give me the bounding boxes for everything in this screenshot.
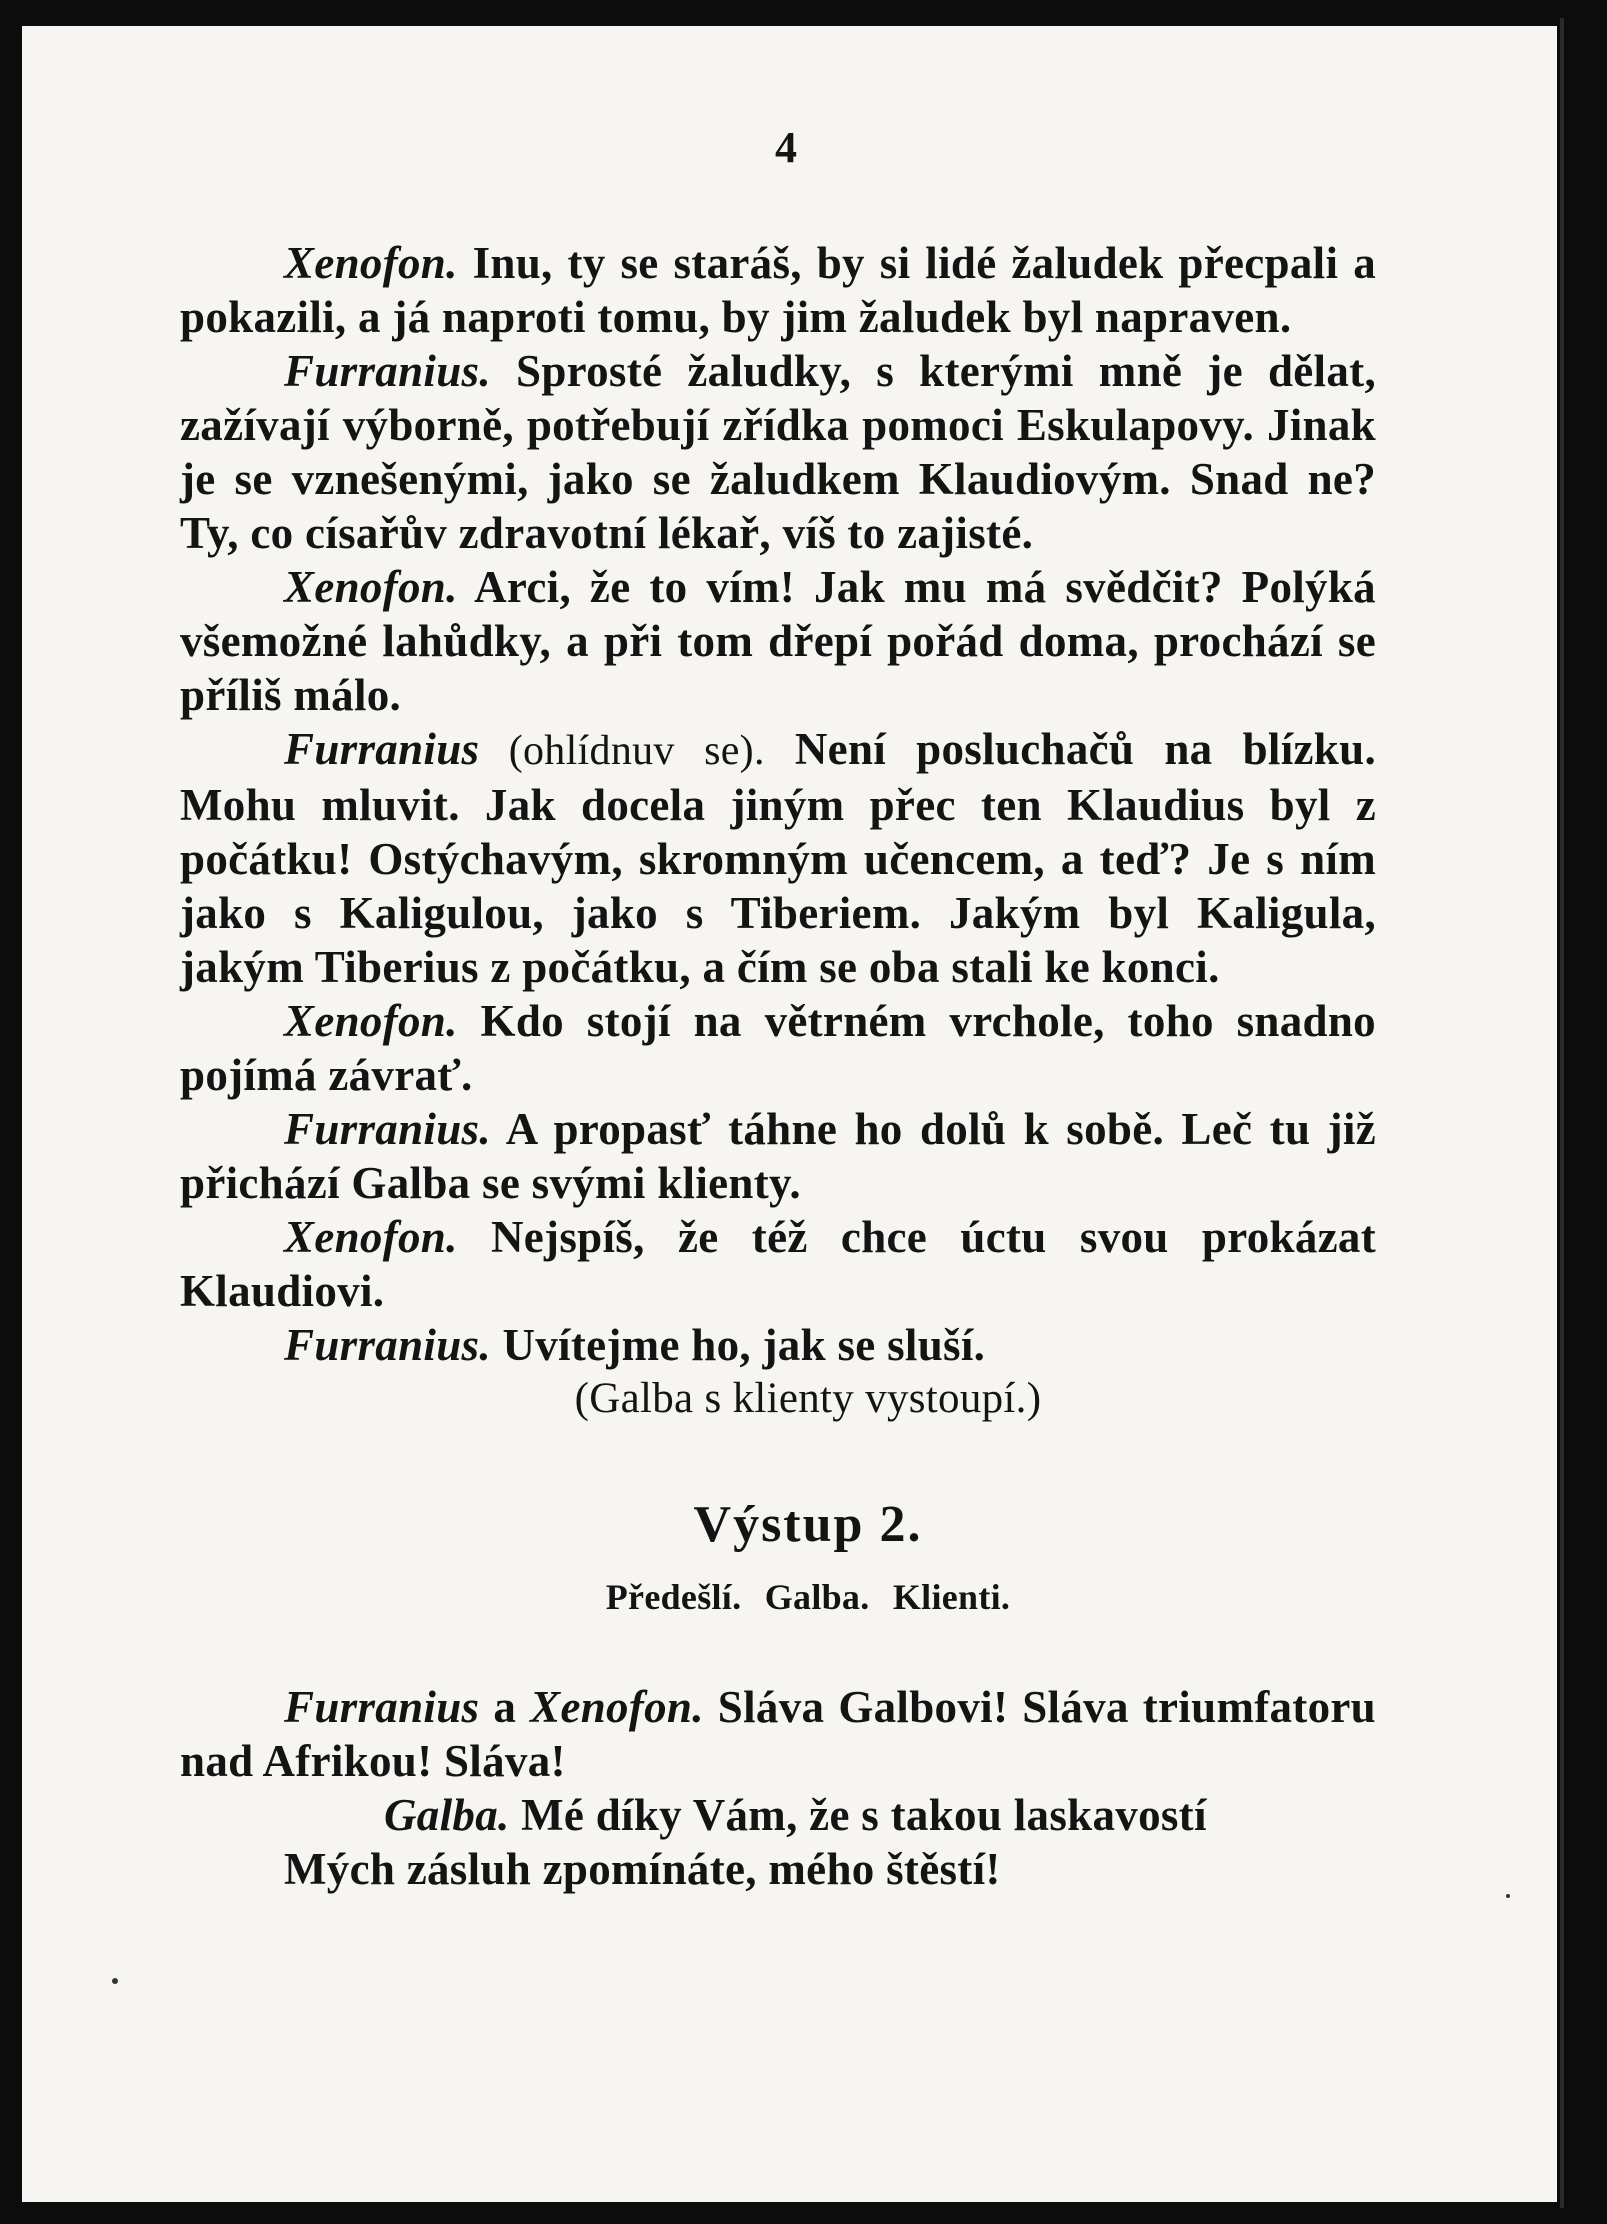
verse-text-1: Mé díky Vám, že s takou laskavostí — [509, 1790, 1207, 1840]
speaker-name: Furranius. — [284, 1320, 491, 1370]
verse-block — [180, 1788, 1376, 1896]
line-text: Není posluchačů na blízku. Mohu mluvit. Jak docela jiným přec ten Klaudius byl z počátku! Ostýchavým, skromným učencem, a teď? Je s ním jako s Kaligulou, jako s Tiberiem. Jakým byl Kaligula, jakým Tiberius z počátku, a čím se oba stali ke konci. — [180, 724, 1376, 992]
speaker-name: Xenofon. — [284, 562, 458, 612]
dialogue-line — [180, 1102, 1376, 1210]
speaker-name: Furranius. — [284, 1104, 491, 1154]
page-number: 4 — [775, 123, 797, 172]
speaker-name: Furranius — [284, 1682, 480, 1732]
book-page — [22, 26, 1557, 2202]
dialogue-line — [180, 1318, 1376, 1372]
speaker-name: Xenofon. — [284, 1212, 458, 1262]
speaker-name: Xenofon. — [284, 238, 458, 288]
dialogue-line — [180, 1680, 1376, 1788]
line-text: Sláva Galbovi! Sláva triumfatoru nad Afrikou! Sláva! — [180, 1682, 1376, 1786]
speaker-name: Xenofon. — [530, 1682, 704, 1732]
stage-note: (ohlídnuv se). — [479, 728, 765, 774]
dialogue-line — [180, 994, 1376, 1102]
scene-title: Výstup 2. — [693, 1496, 923, 1553]
speaker-name: Furranius — [284, 724, 480, 774]
verse-line-1 — [284, 1788, 1376, 1842]
speaker-name: Galba. — [384, 1790, 510, 1840]
conjunction: a — [479, 1682, 531, 1732]
scene-characters: Předešlí. Galba. Klienti. — [605, 1577, 1011, 1617]
dialogue-line — [180, 236, 1376, 344]
ink-speck — [112, 1978, 118, 1984]
line-text: Uvítejme ho, jak se sluší. — [490, 1320, 986, 1370]
line-text: Kdo stojí na větrném vrchole, toho snadno pojímá závrať. — [180, 996, 1376, 1100]
dialogue-line — [180, 722, 1376, 994]
dialogue-line — [180, 344, 1376, 560]
line-text: Nejspíš, že též chce úctu svou prokázat Klaudiovi. — [180, 1212, 1376, 1316]
speaker-name: Furranius. — [284, 346, 491, 396]
dialogue-line — [180, 560, 1376, 722]
line-text: Inu, ty se staráš, by si lidé žaludek přecpali a pokazili, a já naproti tomu, by jim žaludek byl napraven. — [180, 238, 1376, 342]
ink-speck — [1506, 1894, 1510, 1898]
page-edge-line — [1560, 18, 1564, 2208]
stage-direction: (Galba s klienty vystoupí.) — [574, 1375, 1042, 1422]
dialogue-line — [180, 1210, 1376, 1318]
line-text: Sprosté žaludky, s kterými mně je dělat, zažívají výborně, potřebují zřídka pomoci Eskulapovy. Jinak je se vznešenými, jako se žaludkem Klaudiovým. Snad ne? Ty, co císařův zdravotní lékař, víš to zajisté. — [180, 346, 1376, 558]
line-text: A propasť táhne ho dolů k sobě. Leč tu již přichází Galba se svými klienty. — [180, 1104, 1376, 1208]
page-text — [180, 236, 1376, 1896]
verse-line-2: Mých zásluh zpomínáte, mého štěstí! — [284, 1844, 1001, 1894]
speaker-name: Xenofon. — [284, 996, 458, 1046]
line-text: Arci, že to vím! Jak mu má svědčit? Polýká všemožné lahůdky, a při tom dřepí pořád doma, prochází se příliš málo. — [180, 562, 1376, 720]
